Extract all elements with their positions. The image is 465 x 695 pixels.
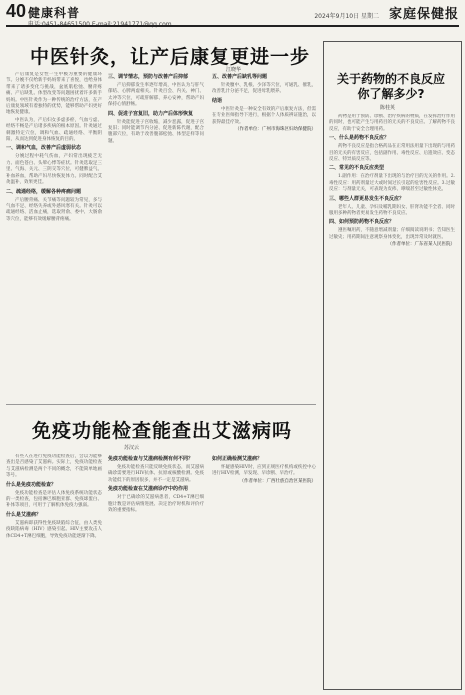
subheading: 如何正确检测艾滋病？	[212, 456, 263, 462]
paragraph: 产后腰背痛、关节痛等问题较为常见，多与气血不足、经络失养或外感风寒有关。针灸可以疏通经络、活血止痛，选取肾俞、委中、大肠俞等穴位，能够有效缓解腰背疼痛。	[6, 197, 102, 222]
page-number: 40	[6, 1, 27, 21]
paragraph: 分娩过程中耗气伤血，产妇常出现疲乏无力、面色苍白、头晕心悸等症状。针灸选取足三里、气海、关元、三阴交等穴位，可健脾益气、补血养血，帮助产妇尽快恢复体力。同时配合艾灸温补，效果更佳。	[6, 154, 102, 186]
subheading: 什么是艾滋病？	[6, 511, 42, 518]
paragraph: 老年人、儿童、孕妇及哺乳期妇女、肝肾功能不全者、同时服用多种药物者更易发生药物不良反应。	[329, 204, 455, 217]
subheading: 二、常见的不良反应类型	[329, 165, 385, 172]
subheading: 四、促进子宫复旧，助力产后体形恢复	[108, 110, 194, 117]
article1-headline: 中医针灸，让产后康复更进一步	[30, 46, 311, 68]
source-note: （作者单位：广州市海珠区妇幼保健院）	[235, 127, 316, 133]
subheading: 免疫功能检查与艾滋病检测有何不同？	[108, 456, 194, 462]
paragraph: 针灸膻中、乳根、少泽等穴位，可通乳、催乳，改善乳汁分泌不足，促进母乳喂养。	[212, 83, 316, 95]
paragraph: 免疫功能检查只能反映免疫状态，而艾滋病确诊需要进行HIV抗体、抗原或核酸检测。免疫功能低下的原因很多，并不一定是艾滋病。	[108, 465, 204, 483]
paragraph: 中医针灸是一种安全有效的产后康复方法，但需在专业医师指导下进行，根据个人体质辨证施治，以获得最佳疗效。	[212, 106, 316, 125]
article-divider	[6, 404, 316, 405]
article2-col-1	[6, 454, 102, 686]
paragraph: 艾滋病即获得性免疫缺陷综合征，由人类免疫缺陷病毒（HIV）感染引起。HIV主要攻击人体CD4+T淋巴细胞，导致免疫功能逐渐下降。	[6, 520, 102, 539]
paragraph: 针灸能促进子宫收缩，减少恶露，促进子宫复旧；同时能调节内分泌、促进新陈代谢，配合腹部穴位，有助于改善腹部松弛、体型走样等问题。	[108, 119, 204, 144]
subheading: 结语	[212, 97, 223, 104]
article1-col-2	[108, 72, 204, 397]
article1-byline: 江晓华	[226, 67, 242, 73]
article3-headline: 关于药物的不良反应你了解多少?	[336, 72, 445, 101]
section-title: 健康科普	[28, 6, 81, 20]
paper-name: 家庭保健报	[388, 7, 459, 22]
paragraph: 遵医嘱用药，不随意增减剂量；仔细阅读说明书；告知医生过敏史；用药期间注意观察身体变化，出现异常及时就医。	[329, 228, 455, 240]
subheading: 一、什么是药物不良反应？	[329, 135, 390, 142]
subheading: 五、改善产后缺乳等问题	[212, 74, 268, 80]
source-note: （作者单位：广东省某人民医院）	[387, 242, 455, 248]
source-note: （作者单位：广西壮族自治区某医院）	[239, 478, 316, 484]
masthead-rule	[6, 25, 459, 27]
paragraph: 药物是用于预防、诊断、治疗疾病的物质，在发挥治疗作用的同时，也可能产生与用药目的无关的不良反应。了解药物不良反应，有助于安全合理用药。	[329, 114, 455, 132]
article1-col-3	[212, 72, 316, 397]
paragraph: 怀疑感染HIV时，应到正规医疗机构或疾控中心进行HIV检测，早发现、早诊断、早治疗。	[212, 465, 316, 477]
paragraph: 免疫功能检查是评估人体免疫系统功能状态的一类检查，包括淋巴细胞亚群、免疫球蛋白、补体等项目，可用于了解机体免疫力强弱。	[6, 490, 102, 509]
paragraph: 对于已确诊的艾滋病患者，CD4+T淋巴细胞计数是评估病情进展、决定治疗时机和评价疗效的重要指标。	[108, 495, 204, 514]
subheading: 免疫功能检查在艾滋病诊疗中的作用	[108, 486, 189, 493]
masthead	[6, 1, 459, 28]
subheading: 一、调和气血，改善产后虚弱状态	[6, 145, 82, 152]
subheading: 四、如何预防药物不良反应？	[329, 219, 395, 226]
paragraph: 1.副作用：在治疗剂量下出现的与治疗目的无关的作用。2.毒性反应：用药剂量过大或时间过长引起的危害性反应。3.过敏反应：与剂量无关，可表现为皮疹、哮喘甚至过敏性休克。	[329, 174, 455, 193]
article2-col-2	[108, 454, 204, 686]
issue-date: 2024年9月10日 星期二	[314, 13, 379, 20]
article3-body	[329, 114, 455, 682]
contact-info: 电话:0451-84651500 E-mail:21941771@qq.com	[28, 21, 172, 28]
paragraph: 药物不良反应是指合格药品在正常用法用量下出现的与用药目的无关的有害反应，包括副作用、毒性反应、后遗效应、变态反应、特异质反应等。	[329, 144, 455, 163]
paragraph: 有些人在进行免疫功能检查后，会以为能够查出是否感染了艾滋病。实际上，免疫功能检查与艾滋病检测是两个不同的概念，不能简单地画等号。	[6, 454, 102, 479]
paragraph: 中医认为，产后妇女多虚多瘀，气血亏虚、经络不畅是产后诸多疾病的根本原因。针灸通过刺激特定穴位，调和气血、疏通经络、平衡阴阳，从而达到促进身体恢复的目的。	[6, 117, 102, 143]
subheading: 三、调节情志，预防与改善产后抑郁	[108, 74, 189, 80]
paragraph: 产后抑郁发生率逐年增高，中医认为与肝气郁结、心脾两虚相关。针灸百会、内关、神门、太冲等穴位，可疏肝解郁、养心安神，帮助产妇保持心情舒畅。	[108, 83, 204, 108]
article2-byline: 苏汉云	[124, 445, 140, 451]
subheading: 三、哪些人群更易发生不良反应？	[329, 195, 405, 202]
article3-byline: 陈桂英	[380, 105, 396, 111]
paragraph: 产后康复是女性一生中极为重要的健康环节。分娩不仅给新手妈妈带来了喜悦，也给身体带来了诸多变化与挑战，盆底肌松弛、腰背疼痛、产后缺乳、体型改变等问题困扰着许多新手妈妈。中医针灸作为一种传统的治疗方法，在产后康复领域有着独特的优势，能够帮助产妇更好地恢复健康。	[6, 72, 102, 116]
subheading: 什么是免疫功能检查？	[6, 481, 57, 488]
subheading: 二、疏通经络，缓解各种疼痛问题	[6, 188, 82, 195]
article1-col-1	[6, 72, 102, 397]
article2-col-3	[212, 454, 316, 686]
article2-headline: 免疫功能检查能查出艾滋病吗	[32, 420, 293, 442]
